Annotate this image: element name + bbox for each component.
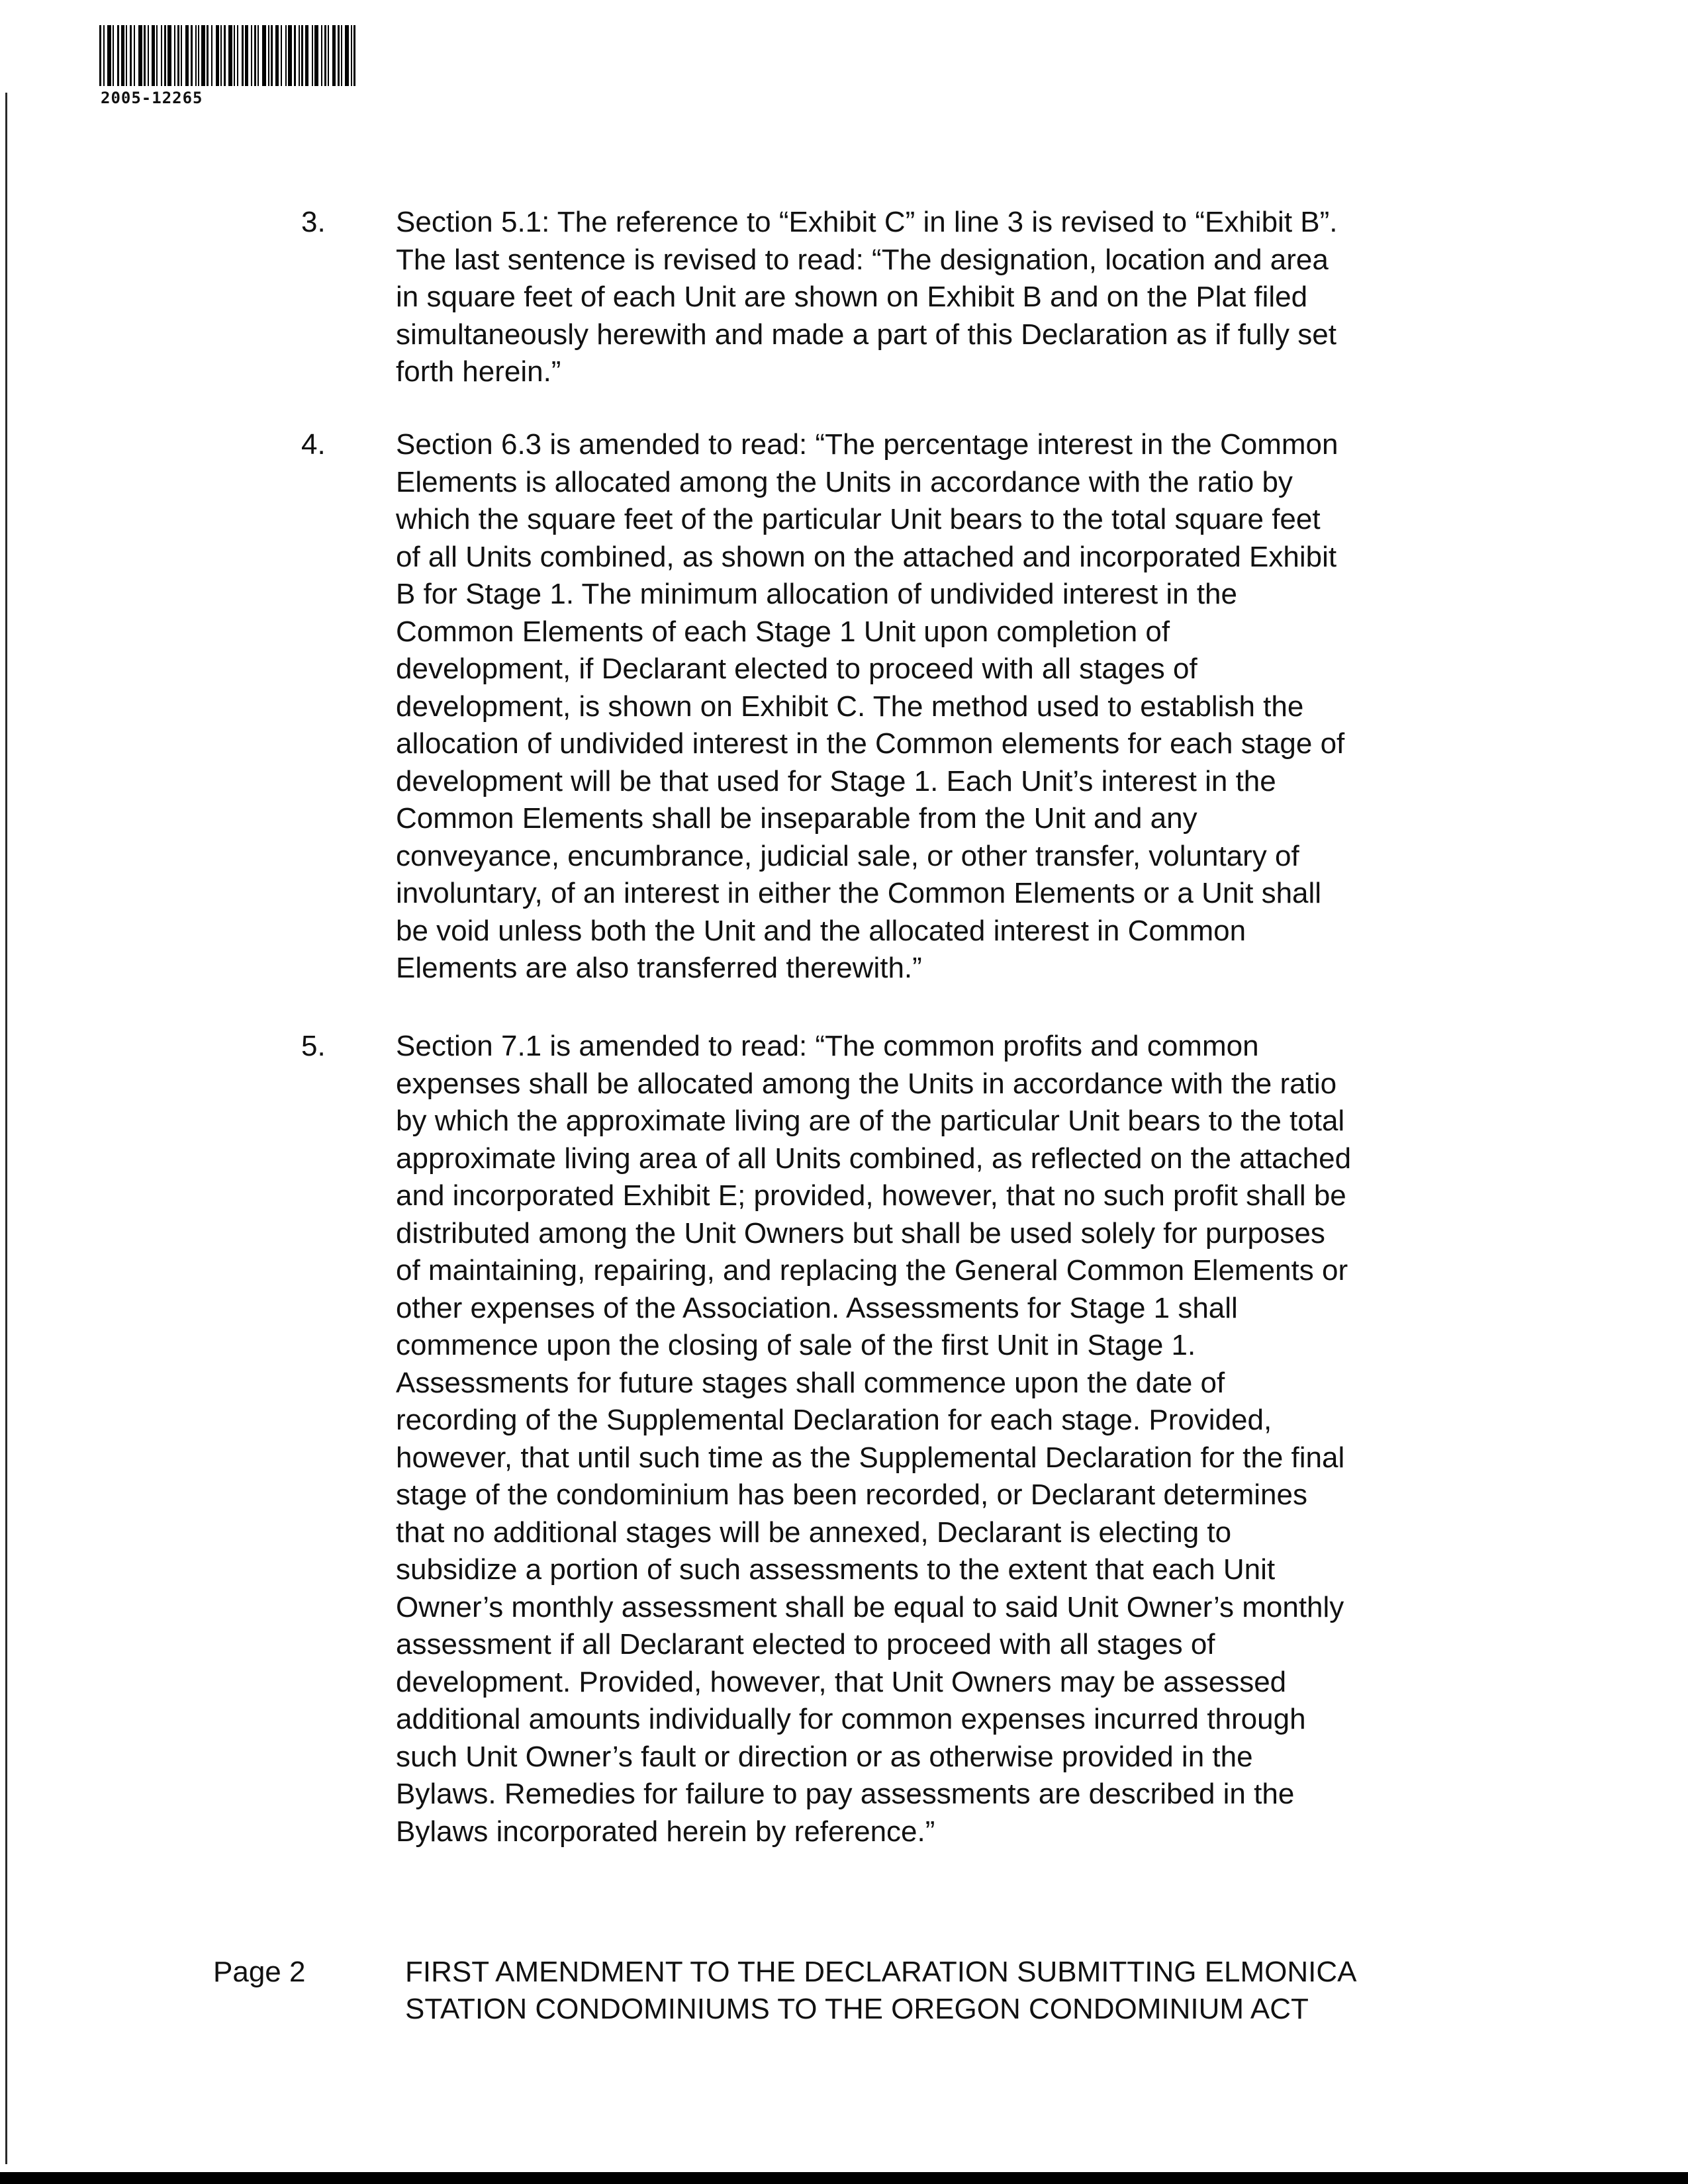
text-line: be void unless both the Unit and the allocated interest in Common — [396, 914, 1246, 947]
text-line: however, that until such time as the Supplemental Declaration for the final — [396, 1441, 1345, 1474]
barcode-bar — [216, 25, 219, 86]
item-text — [396, 1028, 1481, 1850]
text-line: assessment if all Declarant elected to proceed with all stages of — [396, 1628, 1215, 1661]
document-title-line: FIRST AMENDMENT TO THE DECLARATION SUBMITTING ELMONICA — [405, 1956, 1357, 1988]
barcode-bar — [191, 25, 193, 86]
text-line: approximate living area of all Units combined, as reflected on the attached — [396, 1142, 1352, 1175]
text-line: stage of the condominium has been recorded, or Declarant determines — [396, 1479, 1307, 1511]
barcode-bar — [288, 25, 292, 86]
barcode-bar — [237, 25, 238, 86]
text-line: recording of the Supplemental Declaration for each stage. Provided, — [396, 1404, 1272, 1436]
barcode-bar — [201, 25, 205, 86]
text-line: forth herein.” — [396, 355, 561, 388]
barcode-bar — [103, 25, 105, 86]
barcode-bar — [99, 25, 101, 86]
text-line: Assessments for future stages shall commence upon the date of — [396, 1366, 1225, 1399]
barcode-bar — [161, 25, 162, 86]
barcode-bar — [138, 25, 142, 86]
text-line: expenses shall be allocated among the Units in accordance with the ratio — [396, 1067, 1337, 1100]
barcode-bar — [271, 25, 273, 86]
text-line: Bylaws. Remedies for failure to pay assessments are described in the — [396, 1778, 1295, 1810]
text-line: The last sentence is revised to read: “The designation, location and area — [396, 243, 1329, 276]
barcode-bar — [294, 25, 296, 86]
barcode-bar — [224, 25, 226, 86]
barcode-bar — [117, 25, 119, 86]
text-line: by which the approximate living are of the particular Unit bears to the total — [396, 1105, 1345, 1137]
item-text — [396, 426, 1481, 987]
text-line: such Unit Owner’s fault or direction or as otherwise provided in the — [396, 1740, 1253, 1773]
scan-left-edge — [5, 93, 7, 2164]
barcode-bar — [275, 25, 279, 86]
barcode-bar — [341, 25, 342, 86]
barcode-bar — [177, 25, 179, 86]
text-line: Bylaws incorporated herein by reference.” — [396, 1815, 935, 1848]
text-line: and incorporated Exhibit E; provided, however, that no such profit shall be — [396, 1179, 1346, 1212]
text-line: Common Elements of each Stage 1 Unit upon completion of — [396, 615, 1170, 648]
barcode-bar — [242, 25, 244, 86]
barcode-bar — [351, 25, 352, 86]
barcode-bar — [281, 25, 282, 86]
item-text — [396, 204, 1481, 391]
text-line: Elements is allocated among the Units in accordance with the ratio by — [396, 465, 1293, 498]
text-line: commence upon the closing of sale of the first Unit in Stage 1. — [396, 1329, 1196, 1361]
barcode-bar — [121, 25, 124, 86]
scan-bottom-edge — [0, 2172, 1688, 2184]
barcode-bar — [245, 25, 248, 86]
barcode-bar — [328, 25, 329, 86]
barcode-bar — [107, 25, 111, 86]
barcode-bar — [164, 25, 166, 86]
text-line: allocation of undivided interest in the Common elements for each stage of — [396, 727, 1345, 760]
barcode-bar — [234, 25, 235, 86]
text-line: B for Stage 1. The minimum allocation of undivided interest in the — [396, 578, 1237, 610]
barcode-bar — [167, 25, 171, 86]
text-line: Section 5.1: The reference to “Exhibit C” in line 3 is revised to “Exhibit B”. — [396, 206, 1338, 238]
text-line: of maintaining, repairing, and replacing the General Common Elements or — [396, 1254, 1348, 1287]
barcode-bar — [174, 25, 175, 86]
text-line: development, if Declarant elected to proceed with all stages of — [396, 653, 1197, 685]
text-line: which the square feet of the particular Unit bears to the total square feet — [396, 503, 1321, 535]
barcode-bar — [152, 25, 155, 86]
item-number: 3. — [301, 206, 326, 238]
barcode-bar — [345, 25, 349, 86]
barcode-bar — [314, 25, 318, 86]
text-line: other expenses of the Association. Assessments for Stage 1 shall — [396, 1291, 1238, 1324]
barcode-bar — [258, 25, 259, 86]
barcode-bar — [324, 25, 326, 86]
text-line: in square feet of each Unit are shown on Exhibit B and on the Plat filed — [396, 281, 1308, 313]
text-line: development. Provided, however, that Unit Owners may be assessed — [396, 1665, 1287, 1698]
barcode-bar — [312, 25, 313, 86]
barcode-bar — [113, 25, 114, 86]
barcode-bar — [353, 25, 355, 86]
barcode-bar — [211, 25, 212, 86]
barcode-image — [98, 25, 408, 86]
text-line: that no additional stages will be annexed, Declarant is electing to — [396, 1516, 1232, 1549]
text-line: of all Units combined, as shown on the attached and incorporated Exhibit — [396, 540, 1337, 573]
text-line: Elements are also transferred therewith.” — [396, 952, 922, 984]
item-number: 5. — [301, 1030, 326, 1062]
barcode-bar — [144, 25, 146, 86]
barcode-bar — [321, 25, 322, 86]
barcode-bar — [299, 25, 300, 86]
barcode-bar — [251, 25, 252, 86]
text-line: Owner’s monthly assessment shall be equal to said Unit Owner’s monthly — [396, 1590, 1344, 1623]
barcode-bar — [130, 25, 132, 86]
text-line: conveyance, encumbrance, judicial sale, or other transfer, voluntary of — [396, 839, 1299, 872]
text-line: Section 6.3 is amended to read: “The percentage interest in the Common — [396, 428, 1338, 461]
barcode-bar — [134, 25, 135, 86]
barcode-bar — [301, 25, 303, 86]
barcode-bar — [207, 25, 209, 86]
barcode-bar — [262, 25, 266, 86]
barcode-bar — [332, 25, 336, 86]
barcode-bar — [195, 25, 197, 86]
barcode-bar — [220, 25, 222, 86]
barcode-bar — [228, 25, 232, 86]
document-title — [405, 1954, 1357, 2028]
barcode-bar — [185, 25, 189, 86]
barcode-bar — [285, 25, 287, 86]
document-title-line: STATION CONDOMINIUMS TO THE OREGON CONDOMINIUM ACT — [405, 1993, 1309, 2025]
text-line: development will be that used for Stage 1. Each Unit’s interest in the — [396, 764, 1276, 797]
barcode-bar — [254, 25, 256, 86]
barcode-bar — [268, 25, 269, 86]
text-line: simultaneously herewith and made a part of this Declaration as if fully set — [396, 318, 1336, 351]
page-number: Page 2 — [213, 1956, 306, 1988]
barcode-bar — [181, 25, 182, 86]
item-number: 4. — [301, 428, 326, 461]
text-line: involuntary, of an interest in either the Common Elements or a Unit shall — [396, 877, 1322, 909]
barcode-bar — [156, 25, 158, 86]
barcode-bar — [126, 25, 127, 86]
barcode-bar — [305, 25, 308, 86]
recording-number: 2005-12265 — [101, 89, 203, 107]
barcode-bar — [148, 25, 149, 86]
text-line: subsidize a portion of such assessments to the extent that each Unit — [396, 1553, 1276, 1586]
barcode-bar — [198, 25, 199, 86]
text-line: additional amounts individually for common expenses incurred through — [396, 1703, 1306, 1735]
text-line: Section 7.1 is amended to read: “The common profits and common — [396, 1030, 1259, 1062]
text-line: Common Elements shall be inseparable from the Unit and any — [396, 802, 1197, 835]
text-line: development, is shown on Exhibit C. The method used to establish the — [396, 690, 1304, 723]
barcode-bar — [338, 25, 340, 86]
text-line: distributed among the Unit Owners but shall be used solely for purposes — [396, 1216, 1325, 1250]
